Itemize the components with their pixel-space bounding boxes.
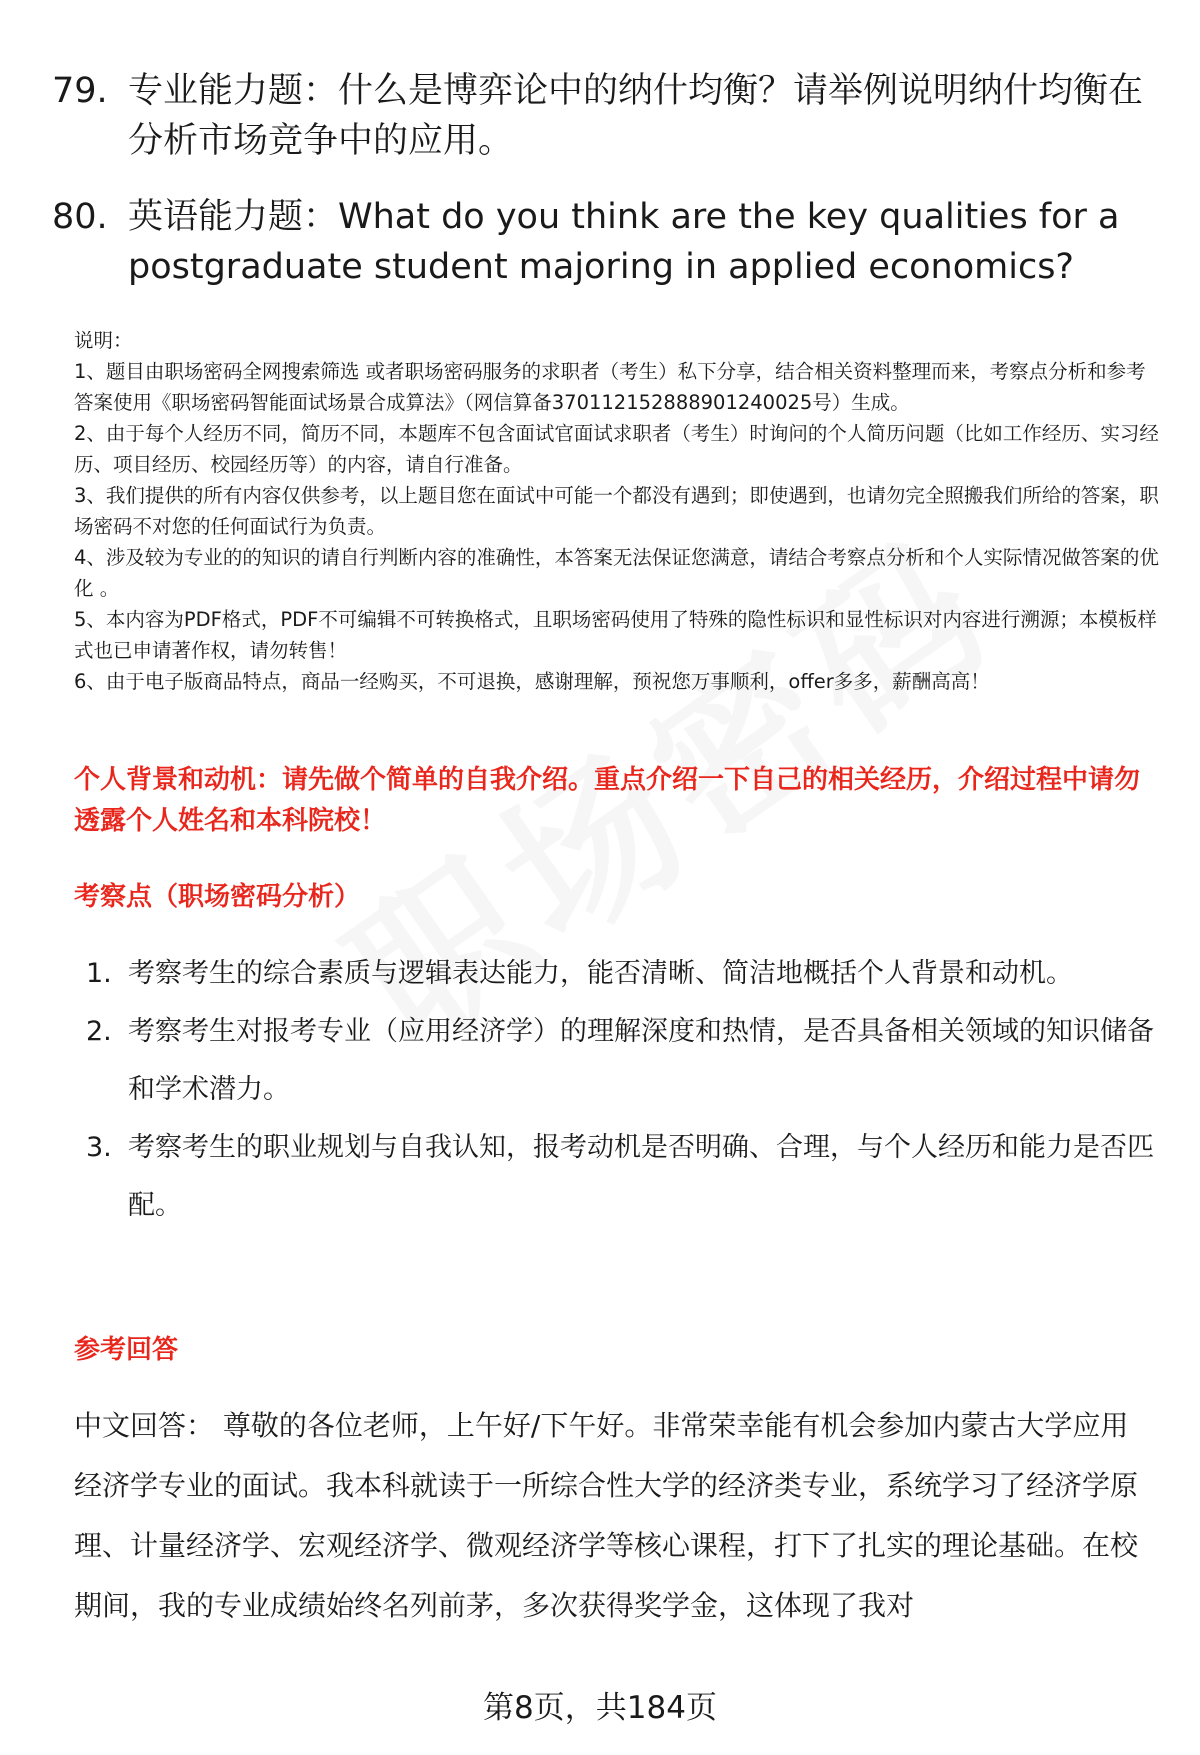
note-item: 2、由于每个人经历不同，简历不同，本题库不包含面试官面试求职者（考生）时询问的个人简历问题（比如工作经历、实习经历、项目经历、校园经历等）的内容，请自行准备。 [74,422,1159,476]
answer-title: 参考回答 [74,1335,179,1365]
question-text: 英语能力题：What do you think are the key qualities for a postgraduate student majoring in applied economics? [128,197,1120,287]
note-item: 4、涉及较为专业的的知识的请自行判断内容的准确性，本答案无法保证您满意，请结合考察点分析和个人实际情况做答案的优化 。 [74,546,1159,600]
question-text: 专业能力题：什么是博弈论中的纳什均衡？请举例说明纳什均衡在分析市场竞争中的应用。 [128,71,1144,161]
analysis-title: 考察点（职场密码分析） [74,882,361,912]
list-item [74,945,1164,1003]
list-item-text: 考察考生的职业规划与自我认知，报考动机是否明确、合理，与个人经历和能力是否匹配。 [128,1132,1154,1221]
list-item [74,1119,1164,1235]
answer-text: 中文回答： 尊敬的各位老师，上午好/下午好。非常荣幸能有机会参加内蒙古大学应用经济学专业的面试。我本科就读于一所综合性大学的经济类专业，系统学习了经济学原理、计量经济学、宏观经济学、微观经济学等核心课程，打下了扎实的理论基础。在校期间，我的专业成绩始终名列前茅，多次获得奖学金，这体现了我对 [74,1409,1139,1622]
note-item: 5、本内容为PDF格式，PDF不可编辑不可转换格式，且职场密码使用了特殊的隐性标识和显性标识对内容进行溯源；本模板样式也已申请著作权，请勿转售！ [74,608,1157,662]
list-item-text: 考察考生对报考专业（应用经济学）的理解深度和热情，是否具备相关领域的知识储备和学术潜力。 [128,1016,1154,1105]
list-item-number: 1. [86,958,112,989]
list-item-number: 3. [86,1132,112,1163]
note-item: 6、由于电子版商品特点，商品一经购买，不可退换，感谢理解，预祝您万事顺利，offer多多，薪酬高高！ [74,670,990,693]
note-item: 1、题目由职场密码全网搜索筛选 或者职场密码服务的求职者（考生）私下分享，结合相关资料整理而来，考察点分析和参考答案使用《职场密码智能面试场景合成算法》（网信算备370112152888901240025号）生成。 [74,360,1146,414]
note-item: 3、我们提供的所有内容仅供参考，以上题目您在面试中可能一个都没有遇到；即使遇到，也请勿完全照搬我们所给的答案，职场密码不对您的任何面试行为负责。 [74,484,1159,538]
analysis-points [74,945,1164,1235]
question-number: 80. [52,197,108,237]
question-80 [52,192,1162,292]
background-question: 个人背景和动机：请先做个简单的自我介绍。重点介绍一下自己的相关经历，介绍过程中请勿透露个人姓名和本科院校！ [74,765,1141,836]
list-item [74,1003,1164,1119]
question-number: 79. [52,71,108,111]
question-79 [52,66,1162,166]
page-footer: 第8页，共184页 [483,1690,717,1726]
list-item-text: 考察考生的综合素质与逻辑表达能力，能否清晰、简洁地概括个人背景和动机。 [128,958,1073,989]
notes-section [74,325,1164,697]
list-item-number: 2. [86,1016,112,1047]
notes-title: 说明： [74,329,133,352]
